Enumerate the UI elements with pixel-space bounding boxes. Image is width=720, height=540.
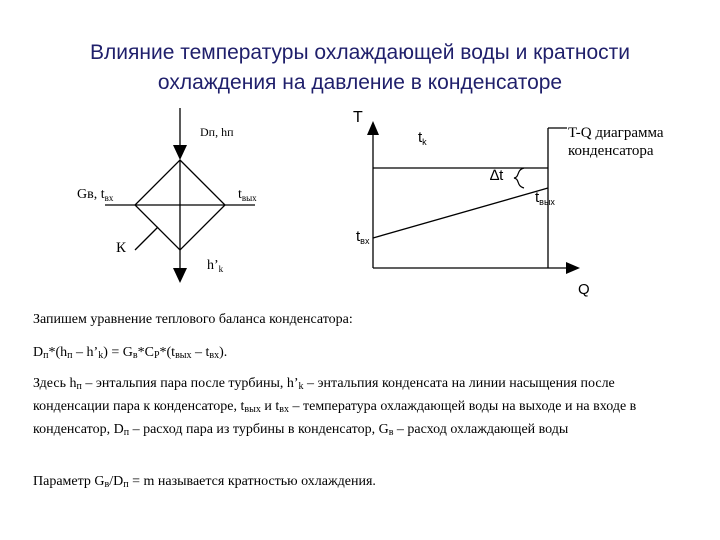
balance-intro: Запишем уравнение теплового баланса конденсатора: (33, 312, 353, 327)
label-gv-tvh: Gв, $t_{вх}$ (77, 187, 114, 203)
explanation-paragraph: Здесь $h_п$ – энтальпия пара после турбины, $h’_k$ – энтальпия конденсата на линии насыщения после конденсации пара к конденсаторе, $t_{вых}$ и $t_{вх}$ – температура охлаждающей воды на выходе и на входе в конденсатор, $D_п$ – расход пара из турбины в конденсатор, $G_в$ – расход охлаждающей воды (33, 376, 637, 438)
label-delta-t: ∆t (490, 167, 504, 184)
title-line-2: охлаждения на давление в конденсаторе (157, 71, 563, 94)
label-tvyh-left: $t_{вых}$ (238, 187, 257, 203)
cooling-ratio-definition: Параметр $G_в/D_п = m$ называется кратностью охлаждения. (33, 474, 376, 490)
t-axis-arrowhead (367, 121, 379, 135)
label-dn-hn: Dп, hп (200, 125, 234, 139)
steam-inlet-arrowhead (173, 145, 187, 160)
label-k: К (116, 240, 127, 256)
label-hk: $h’_k$ (207, 258, 224, 274)
q-axis-arrowhead (566, 262, 580, 274)
water-line (373, 188, 548, 238)
axis-label-q: Q (578, 281, 590, 298)
axis-label-t: T (353, 109, 363, 126)
tq-caption: T-Q диаграмма конденсатора (568, 125, 664, 159)
label-tvh: $t_{вх}$ (356, 228, 370, 246)
balance-equation: $D_п*(h_п$ – $h’_k) = G_в*C_P*(t_{вых} - t_{вх})$. (33, 345, 228, 361)
title-line-1: Влияние температуры охлаждающей воды и кратности (90, 41, 630, 64)
delta-t-bracket (514, 168, 524, 188)
label-tvyh-right: $t_{вых}$ (535, 189, 555, 207)
label-tk: $t_k$ (418, 129, 427, 147)
condensate-drain-line (135, 227, 158, 250)
condensate-outlet-arrowhead (173, 268, 187, 283)
